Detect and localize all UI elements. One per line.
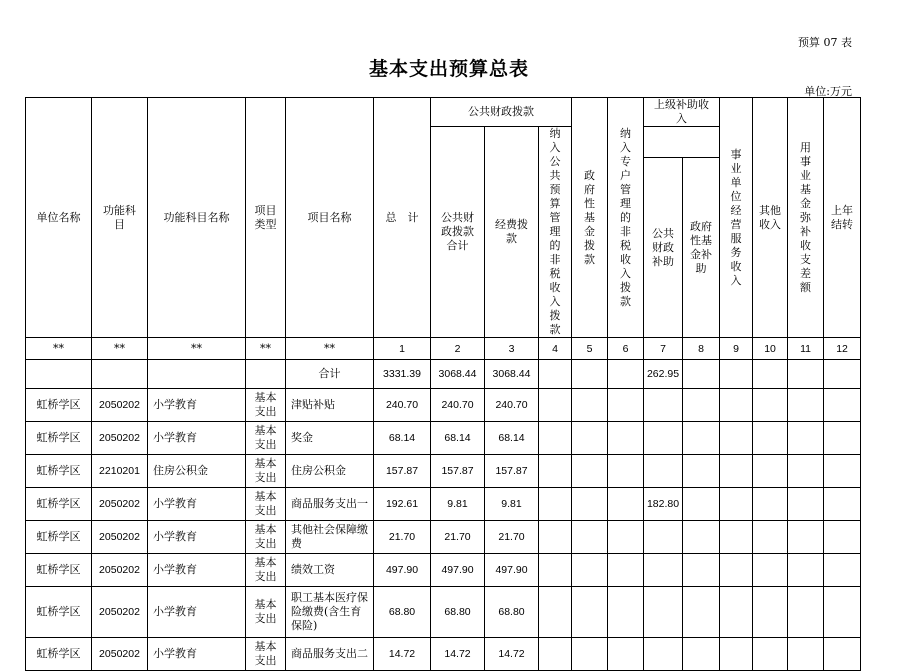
func-code-cell: 2210201 xyxy=(92,455,148,488)
fund-balance-cell xyxy=(788,488,824,521)
gov-fund-cell xyxy=(572,455,608,488)
other-income-cell xyxy=(753,638,788,671)
item-name-cell: 奖金 xyxy=(286,422,374,455)
fund-balance-cell xyxy=(788,422,824,455)
header-unit-name: 单位名称 xyxy=(26,98,92,338)
column-index-cell: 2 xyxy=(431,338,485,360)
other-income-cell xyxy=(753,389,788,422)
carryover-cell xyxy=(824,587,861,638)
public-fiscal-subsidy-cell xyxy=(644,638,683,671)
summary-operating: 3068.44 xyxy=(485,360,539,389)
other-income-cell xyxy=(753,422,788,455)
special-nontax-cell xyxy=(608,389,644,422)
column-index-cell: 4 xyxy=(539,338,572,360)
gov-fund-subsidy-cell xyxy=(683,422,720,455)
page-title: 基本支出预算总表 xyxy=(368,58,529,80)
other-income-cell xyxy=(753,521,788,554)
item-type-cell: 基本支出 xyxy=(246,422,286,455)
budget-nontax-cell xyxy=(539,587,572,638)
budget-table xyxy=(25,97,861,671)
total-cell: 240.70 xyxy=(374,389,431,422)
summary-blank xyxy=(753,360,788,389)
carryover-cell xyxy=(824,455,861,488)
operating-fund-cell: 68.14 xyxy=(485,422,539,455)
public-fiscal-total-cell: 240.70 xyxy=(431,389,485,422)
gov-fund-cell xyxy=(572,587,608,638)
unit-name-cell: 虹桥学区 xyxy=(26,587,92,638)
summary-blank xyxy=(788,360,824,389)
func-name-cell: 住房公积金 xyxy=(148,455,246,488)
column-index-cell: ** xyxy=(26,338,92,360)
column-index-cell: 1 xyxy=(374,338,431,360)
gov-fund-cell xyxy=(572,521,608,554)
business-income-cell xyxy=(720,587,753,638)
column-index-cell: 11 xyxy=(788,338,824,360)
header-func-code: 功能科目 xyxy=(92,98,148,338)
summary-blank xyxy=(720,360,753,389)
other-income-cell xyxy=(753,488,788,521)
public-fiscal-total-cell: 157.87 xyxy=(431,455,485,488)
gov-fund-subsidy-cell xyxy=(683,554,720,587)
item-name-cell: 商品服务支出一 xyxy=(286,488,374,521)
other-income-cell xyxy=(753,587,788,638)
table-row xyxy=(26,389,861,422)
fund-balance-cell xyxy=(788,554,824,587)
business-income-cell xyxy=(720,389,753,422)
summary-blank xyxy=(246,360,286,389)
public-fiscal-subsidy-cell xyxy=(644,554,683,587)
summary-pf-subsidy: 262.95 xyxy=(644,360,683,389)
special-nontax-cell xyxy=(608,455,644,488)
item-type-cell: 基本支出 xyxy=(246,521,286,554)
budget-nontax-cell xyxy=(539,554,572,587)
operating-fund-cell: 68.80 xyxy=(485,587,539,638)
header-gov-fund: 政府性基金拨款 xyxy=(572,98,608,338)
header-other-income: 其他收入 xyxy=(753,98,788,338)
summary-blank xyxy=(608,360,644,389)
item-type-cell: 基本支出 xyxy=(246,587,286,638)
carryover-cell xyxy=(824,422,861,455)
gov-fund-subsidy-cell xyxy=(683,389,720,422)
column-index-cell: 9 xyxy=(720,338,753,360)
unit-name-cell: 虹桥学区 xyxy=(26,488,92,521)
operating-fund-cell: 14.72 xyxy=(485,638,539,671)
func-name-cell: 小学教育 xyxy=(148,638,246,671)
operating-fund-cell: 240.70 xyxy=(485,389,539,422)
public-fiscal-total-cell: 497.90 xyxy=(431,554,485,587)
gov-fund-cell xyxy=(572,554,608,587)
header-business-income: 事业单位经营服务收入 xyxy=(720,98,753,338)
summary-blank xyxy=(683,360,720,389)
summary-pf-total: 3068.44 xyxy=(431,360,485,389)
fund-balance-cell xyxy=(788,389,824,422)
operating-fund-cell: 9.81 xyxy=(485,488,539,521)
public-fiscal-total-cell: 14.72 xyxy=(431,638,485,671)
gov-fund-cell xyxy=(572,389,608,422)
item-type-cell: 基本支出 xyxy=(246,389,286,422)
func-code-cell: 2050202 xyxy=(92,554,148,587)
unit-name-cell: 虹桥学区 xyxy=(26,455,92,488)
header-func-name: 功能科目名称 xyxy=(148,98,246,338)
unit-name-cell: 虹桥学区 xyxy=(26,422,92,455)
item-name-cell: 其他社会保障缴费 xyxy=(286,521,374,554)
header-gov-fund-subsidy: 政府性基金补助 xyxy=(683,158,720,338)
func-name-cell: 小学教育 xyxy=(148,521,246,554)
gov-fund-subsidy-cell xyxy=(683,521,720,554)
fund-balance-cell xyxy=(788,455,824,488)
table-row xyxy=(26,587,861,638)
header-item-type: 项目类型 xyxy=(246,98,286,338)
unit-name-cell: 虹桥学区 xyxy=(26,554,92,587)
business-income-cell xyxy=(720,638,753,671)
public-fiscal-total-cell: 21.70 xyxy=(431,521,485,554)
public-fiscal-total-cell: 9.81 xyxy=(431,488,485,521)
carryover-cell xyxy=(824,389,861,422)
carryover-cell xyxy=(824,638,861,671)
func-name-cell: 小学教育 xyxy=(148,587,246,638)
unit-name-cell: 虹桥学区 xyxy=(26,521,92,554)
total-cell: 14.72 xyxy=(374,638,431,671)
total-cell: 21.70 xyxy=(374,521,431,554)
column-index-cell: 7 xyxy=(644,338,683,360)
header-item-name: 项目名称 xyxy=(286,98,374,338)
business-income-cell xyxy=(720,521,753,554)
item-name-cell: 绩效工资 xyxy=(286,554,374,587)
func-name-cell: 小学教育 xyxy=(148,389,246,422)
table-row xyxy=(26,554,861,587)
fund-balance-cell xyxy=(788,587,824,638)
public-fiscal-subsidy-cell xyxy=(644,389,683,422)
public-fiscal-subsidy-cell xyxy=(644,521,683,554)
table-row xyxy=(26,455,861,488)
header-superior-subsidy: 上级补助收入 xyxy=(644,98,720,127)
other-income-cell xyxy=(753,554,788,587)
func-code-cell: 2050202 xyxy=(92,587,148,638)
item-name-cell: 商品服务支出二 xyxy=(286,638,374,671)
public-fiscal-total-cell: 68.80 xyxy=(431,587,485,638)
special-nontax-cell xyxy=(608,422,644,455)
budget-nontax-cell xyxy=(539,488,572,521)
header-special-nontax: 纳入专户管理的非税收入拨款 xyxy=(608,98,644,338)
summary-label: 合计 xyxy=(286,360,374,389)
business-income-cell xyxy=(720,422,753,455)
special-nontax-cell xyxy=(608,554,644,587)
budget-nontax-cell xyxy=(539,455,572,488)
item-type-cell: 基本支出 xyxy=(246,638,286,671)
item-type-cell: 基本支出 xyxy=(246,488,286,521)
summary-blank xyxy=(92,360,148,389)
carryover-cell xyxy=(824,488,861,521)
operating-fund-cell: 497.90 xyxy=(485,554,539,587)
summary-total: 3331.39 xyxy=(374,360,431,389)
header-public-fiscal: 公共财政拨款 xyxy=(431,98,572,127)
header-public-fiscal-total: 公共财政拨款合计 xyxy=(431,127,485,338)
unit-label: 单位:万元 xyxy=(804,85,852,98)
table-row xyxy=(26,521,861,554)
summary-row xyxy=(26,360,861,389)
public-fiscal-total-cell: 68.14 xyxy=(431,422,485,455)
operating-fund-cell: 21.70 xyxy=(485,521,539,554)
item-type-cell: 基本支出 xyxy=(246,455,286,488)
carryover-cell xyxy=(824,554,861,587)
business-income-cell xyxy=(720,554,753,587)
unit-name-cell: 虹桥学区 xyxy=(26,389,92,422)
gov-fund-cell xyxy=(572,488,608,521)
gov-fund-subsidy-cell xyxy=(683,488,720,521)
header-total: 总 计 xyxy=(374,98,431,338)
budget-nontax-cell xyxy=(539,422,572,455)
total-cell: 68.80 xyxy=(374,587,431,638)
header-carryover: 上年结转 xyxy=(824,98,861,338)
public-fiscal-subsidy-cell xyxy=(644,422,683,455)
table-row xyxy=(26,488,861,521)
other-income-cell xyxy=(753,455,788,488)
public-fiscal-subsidy-cell xyxy=(644,455,683,488)
summary-blank xyxy=(539,360,572,389)
column-index-cell: 3 xyxy=(485,338,539,360)
column-index-cell: 8 xyxy=(683,338,720,360)
public-fiscal-subsidy-cell xyxy=(644,587,683,638)
header-public-fiscal-subsidy: 公共财政补助 xyxy=(644,158,683,338)
gov-fund-cell xyxy=(572,422,608,455)
business-income-cell xyxy=(720,488,753,521)
table-row xyxy=(26,422,861,455)
header-budget-nontax: 纳入公共预算管理的非税收入拨款 xyxy=(539,127,572,338)
special-nontax-cell xyxy=(608,587,644,638)
func-name-cell: 小学教育 xyxy=(148,554,246,587)
summary-blank xyxy=(824,360,861,389)
column-index-cell: ** xyxy=(148,338,246,360)
public-fiscal-subsidy-cell: 182.80 xyxy=(644,488,683,521)
summary-blank xyxy=(572,360,608,389)
header-operating-fund: 经费拨款 xyxy=(485,127,539,338)
column-index-cell: ** xyxy=(92,338,148,360)
special-nontax-cell xyxy=(608,638,644,671)
budget-nontax-cell xyxy=(539,521,572,554)
operating-fund-cell: 157.87 xyxy=(485,455,539,488)
header-fund-balance: 用事业基金弥补收支差额 xyxy=(788,98,824,338)
gov-fund-cell xyxy=(572,638,608,671)
item-name-cell: 津贴补贴 xyxy=(286,389,374,422)
unit-name-cell: 虹桥学区 xyxy=(26,638,92,671)
total-cell: 68.14 xyxy=(374,422,431,455)
column-index-cell: ** xyxy=(246,338,286,360)
item-name-cell: 住房公积金 xyxy=(286,455,374,488)
gov-fund-subsidy-cell xyxy=(683,587,720,638)
column-index-cell: 6 xyxy=(608,338,644,360)
func-name-cell: 小学教育 xyxy=(148,488,246,521)
func-code-cell: 2050202 xyxy=(92,521,148,554)
func-code-cell: 2050202 xyxy=(92,389,148,422)
item-type-cell: 基本支出 xyxy=(246,554,286,587)
column-index-cell: 5 xyxy=(572,338,608,360)
fund-balance-cell xyxy=(788,521,824,554)
column-index-cell: 10 xyxy=(753,338,788,360)
fund-balance-cell xyxy=(788,638,824,671)
budget-nontax-cell xyxy=(539,389,572,422)
func-code-cell: 2050202 xyxy=(92,638,148,671)
total-cell: 192.61 xyxy=(374,488,431,521)
special-nontax-cell xyxy=(608,521,644,554)
column-index-cell: ** xyxy=(286,338,374,360)
carryover-cell xyxy=(824,521,861,554)
total-cell: 157.87 xyxy=(374,455,431,488)
column-index-cell: 12 xyxy=(824,338,861,360)
summary-blank xyxy=(148,360,246,389)
total-cell: 497.90 xyxy=(374,554,431,587)
func-name-cell: 小学教育 xyxy=(148,422,246,455)
column-index-row xyxy=(26,338,861,360)
special-nontax-cell xyxy=(608,488,644,521)
form-number: 预算 07 表 xyxy=(798,36,852,49)
summary-blank xyxy=(26,360,92,389)
gov-fund-subsidy-cell xyxy=(683,455,720,488)
func-code-cell: 2050202 xyxy=(92,422,148,455)
budget-nontax-cell xyxy=(539,638,572,671)
gov-fund-subsidy-cell xyxy=(683,638,720,671)
business-income-cell xyxy=(720,455,753,488)
table-row xyxy=(26,638,861,671)
func-code-cell: 2050202 xyxy=(92,488,148,521)
item-name-cell: 职工基本医疗保险缴费(含生育保险) xyxy=(286,587,374,638)
